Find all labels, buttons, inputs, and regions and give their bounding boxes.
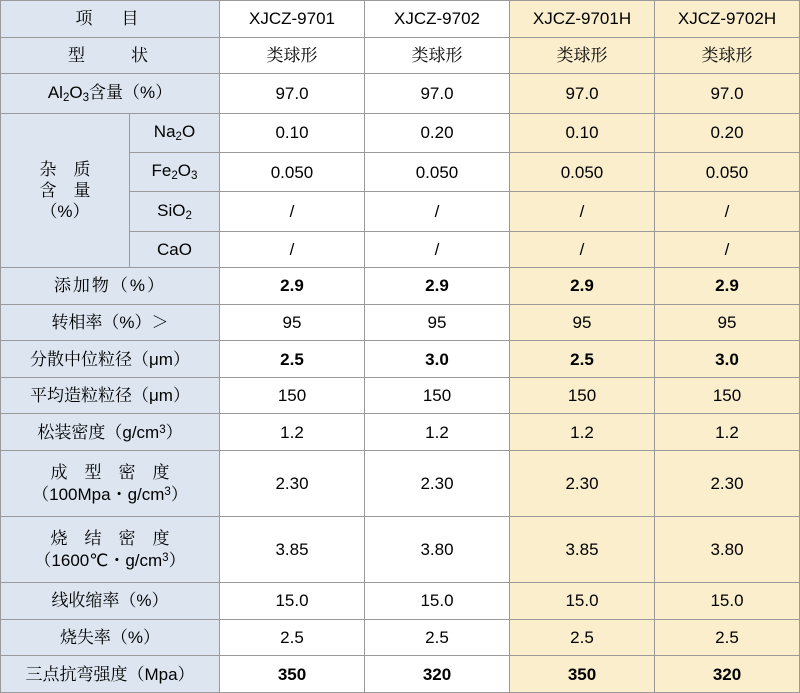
cell-shape-1: 类球形 <box>220 37 365 74</box>
cell-median-size-4: 3.0 <box>655 341 800 378</box>
cell-shape-4: 类球形 <box>655 37 800 74</box>
cell-linear-shrinkage-4: 15.0 <box>655 583 800 620</box>
table-row <box>1 341 800 378</box>
impurity-line-3: （%） <box>40 202 90 222</box>
cell-bulk-density-2: 1.2 <box>365 414 510 451</box>
cell-loss-on-ignition-4: 2.5 <box>655 619 800 656</box>
cell-median-size-3: 2.5 <box>510 341 655 378</box>
cell-fe2o3-3: 0.050 <box>510 152 655 191</box>
cell-fe2o3-1: 0.050 <box>220 152 365 191</box>
cell-loss-on-ignition-1: 2.5 <box>220 619 365 656</box>
impurity-line-1: 杂 质 <box>39 159 91 179</box>
row-label-loss-on-ignition: 烧失率（%） <box>1 619 220 656</box>
cell-linear-shrinkage-1: 15.0 <box>220 583 365 620</box>
cell-al2o3-3: 97.0 <box>510 74 655 113</box>
cell-sio2-4: / <box>655 192 800 231</box>
cell-median-size-2: 3.0 <box>365 341 510 378</box>
table-row <box>1 414 800 451</box>
cell-loss-on-ignition-2: 2.5 <box>365 619 510 656</box>
row-label-flexural-strength: 三点抗弯强度（Mpa） <box>1 656 220 693</box>
cell-granule-size-1: 150 <box>220 377 365 414</box>
cell-al2o3-1: 97.0 <box>220 74 365 113</box>
cell-cao-4: / <box>655 231 800 268</box>
cell-cao-3: / <box>510 231 655 268</box>
cell-bulk-density-4: 1.2 <box>655 414 800 451</box>
cell-additive-3: 2.9 <box>510 268 655 305</box>
row-label-sio2: SiO$_2$ <box>130 192 220 231</box>
cell-flexural-strength-3: 350 <box>510 656 655 693</box>
cell-flexural-strength-1: 350 <box>220 656 365 693</box>
cell-sintered-density-1: 3.85 <box>220 517 365 583</box>
cell-forming-density-3: 2.30 <box>510 451 655 517</box>
cell-sintered-density-3: 3.85 <box>510 517 655 583</box>
cell-al2o3-4: 97.0 <box>655 74 800 113</box>
cell-granule-size-3: 150 <box>510 377 655 414</box>
cell-fe2o3-2: 0.050 <box>365 152 510 191</box>
cell-median-size-1: 2.5 <box>220 341 365 378</box>
cell-na2o-1: 0.10 <box>220 113 365 152</box>
table-row <box>1 304 800 341</box>
row-label-median-size: 分散中位粒径（μm） <box>1 341 220 378</box>
table-row <box>1 377 800 414</box>
cell-conversion-1: 95 <box>220 304 365 341</box>
cell-additive-1: 2.9 <box>220 268 365 305</box>
table-row <box>1 517 800 583</box>
table-row <box>1 451 800 517</box>
table-row <box>1 74 800 113</box>
header-col-3: XJCZ-9701H <box>510 1 655 38</box>
table-row <box>1 113 800 152</box>
cell-shape-2: 类球形 <box>365 37 510 74</box>
row-label-granule-size: 平均造粒粒径（μm） <box>1 377 220 414</box>
cell-sio2-3: / <box>510 192 655 231</box>
row-label-linear-shrinkage: 线收缩率（%） <box>1 583 220 620</box>
cell-shape-3: 类球形 <box>510 37 655 74</box>
table-header-row <box>1 1 800 38</box>
header-col-1: XJCZ-9701 <box>220 1 365 38</box>
header-item-label: 项 目 <box>1 1 220 38</box>
cell-conversion-4: 95 <box>655 304 800 341</box>
cell-bulk-density-3: 1.2 <box>510 414 655 451</box>
header-col-4: XJCZ-9702H <box>655 1 800 38</box>
row-label-additive: 添加物（%） <box>1 268 220 305</box>
row-label-forming-density: 成 型 密 度 （100Mpa・$g/cm^3$） <box>1 451 220 517</box>
impurity-line-2: 含 量 <box>39 180 91 200</box>
cell-sintered-density-4: 3.80 <box>655 517 800 583</box>
row-label-impurity-group <box>1 113 130 268</box>
table-row <box>1 583 800 620</box>
table-row <box>1 37 800 74</box>
cell-na2o-4: 0.20 <box>655 113 800 152</box>
cell-linear-shrinkage-2: 15.0 <box>365 583 510 620</box>
row-label-conversion: 转相率（%）＞ <box>1 304 220 341</box>
row-label-na2o: $Na_2O$ <box>130 113 220 152</box>
cell-flexural-strength-2: 320 <box>365 656 510 693</box>
table-row <box>1 656 800 693</box>
cell-forming-density-4: 2.30 <box>655 451 800 517</box>
cell-additive-2: 2.9 <box>365 268 510 305</box>
cell-conversion-2: 95 <box>365 304 510 341</box>
cell-loss-on-ignition-3: 2.5 <box>510 619 655 656</box>
cell-fe2o3-4: 0.050 <box>655 152 800 191</box>
cell-na2o-2: 0.20 <box>365 113 510 152</box>
table-row <box>1 268 800 305</box>
cell-cao-2: / <box>365 231 510 268</box>
header-col-2: XJCZ-9702 <box>365 1 510 38</box>
cell-sio2-1: / <box>220 192 365 231</box>
cell-bulk-density-1: 1.2 <box>220 414 365 451</box>
row-label-al2o3: $Al_2O_3$含量（%） <box>1 74 220 113</box>
cell-conversion-3: 95 <box>510 304 655 341</box>
cell-forming-density-2: 2.30 <box>365 451 510 517</box>
row-label-bulk-density: 松装密度$(g/cm^3)$ <box>1 414 220 451</box>
row-label-shape: 型 状 <box>1 37 220 74</box>
row-label-fe2o3: $Fe_2O_3$ <box>130 152 220 191</box>
cell-granule-size-2: 150 <box>365 377 510 414</box>
cell-forming-density-1: 2.30 <box>220 451 365 517</box>
cell-granule-size-4: 150 <box>655 377 800 414</box>
row-label-sintered-density: 烧 结 密 度 （1600℃・$g/cm^3$） <box>1 517 220 583</box>
cell-flexural-strength-4: 320 <box>655 656 800 693</box>
cell-cao-1: / <box>220 231 365 268</box>
row-label-cao: CaO <box>130 231 220 268</box>
cell-na2o-3: 0.10 <box>510 113 655 152</box>
table-row <box>1 619 800 656</box>
cell-sio2-2: / <box>365 192 510 231</box>
cell-linear-shrinkage-3: 15.0 <box>510 583 655 620</box>
cell-al2o3-2: 97.0 <box>365 74 510 113</box>
cell-sintered-density-2: 3.80 <box>365 517 510 583</box>
cell-additive-4: 2.9 <box>655 268 800 305</box>
